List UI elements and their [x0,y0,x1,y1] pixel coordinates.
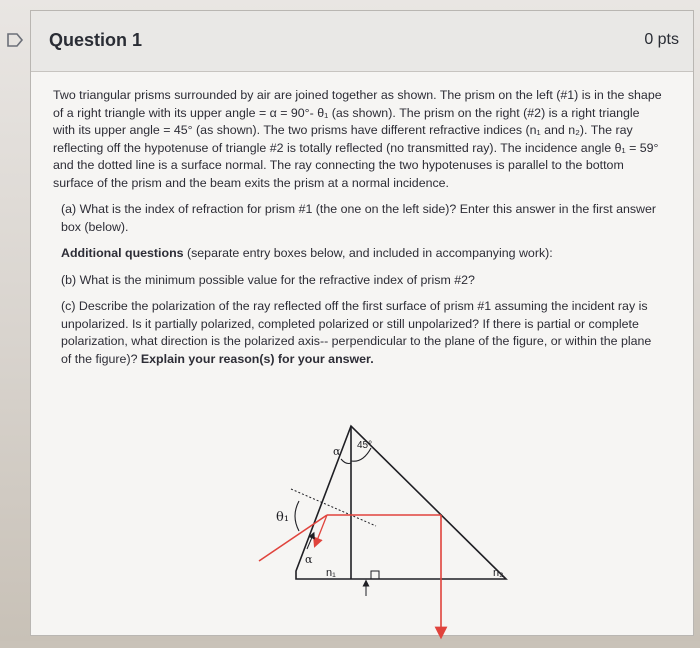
part-c-text [61,298,663,368]
incident-ray [259,515,327,561]
prism-figure [221,421,551,643]
label-n2: n₂ [493,567,504,579]
part-b-text: (b) What is the minimum possible value for the refractive index of prism #2? [61,272,475,287]
right-angle-marker [371,571,379,579]
flag-icon[interactable] [4,30,26,52]
angle-arc-alpha-top [341,459,351,464]
question-title: Question 1 [49,30,143,50]
additional-heading: Additional questions [61,246,184,260]
additional-note: (separate entry boxes below, and included in accompanying work): [183,246,553,260]
prism-outline [296,426,506,579]
part-c-question: (c) Describe the polarization of the ray reflected off the first surface of prism #1 assuming the incident ray is unpolarized. Is it partially polarized, completed polarized or still unpolarized? If there is partial or complete polarization, what direction is the polarized axis-- perpendicular to the plane of the figure, or within the plane of the figure)? [61,299,652,366]
question-body [53,87,663,377]
question-card [30,10,694,636]
label-n1: n₁ [326,567,336,579]
flag-outline-icon [5,30,25,50]
surface-normal [291,489,376,526]
theta1-arc [295,501,299,531]
label-theta1: θ₁ [276,510,290,525]
part-c-instruction: Explain your reason(s) for your answer. [140,351,374,366]
label-alpha-top: α [333,445,341,458]
prism-diagram [221,421,551,643]
question-points: 0 pts [644,31,679,48]
part-a-text: (a) What is the index of refraction for prism #1 (the one on the left side)? Enter this answer in the first answer box (below). [61,202,657,234]
label-alpha-left: α [305,553,313,566]
additional-questions [61,245,663,263]
label-45: 45° [357,440,373,451]
question-intro: Two triangular prisms surrounded by air are joined together as shown. The prism on the left (#1) is in the shape of a right triangle with its upper angle = α = 90°- θ₁ (as shown). The prism on the right (#2) is a right triangle with its upper angle = 45° (as shown). The two prisms have different refractive indices (n₁ and n₂). The ray reflecting off the hypotenuse of triangle #2 is totally reflected (no transmitted ray). The incidence angle θ₁ = 59° and the dotted line is a surface normal. The ray connecting the two hypotenuses is parallel to the bottom surface of the prism and the beam exits the prism at a normal incidence. [53,88,662,190]
question-header [31,11,693,72]
alpha-arrow [307,535,313,549]
